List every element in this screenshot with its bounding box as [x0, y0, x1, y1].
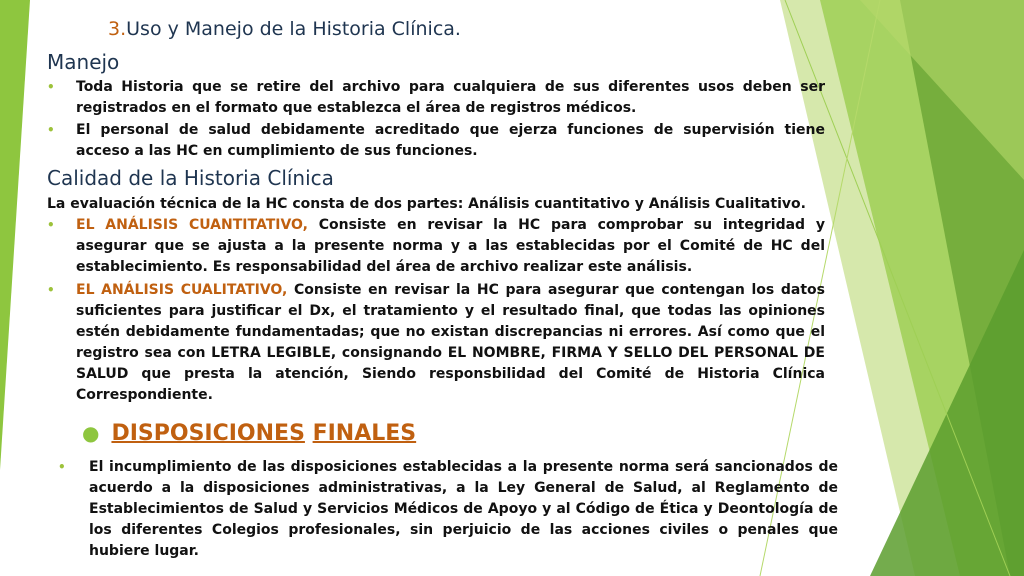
disposiciones-word-1: DISPOSICIONES	[111, 421, 305, 446]
manejo-bullet-1: • Toda Historia que se retire del archivo para cualquiera de sus diferentes usos deben ser registrados en el formato que establezca el área de registros médicos.	[76, 77, 825, 119]
bullet-label: EL ANÁLISIS CUALITATIVO,	[76, 282, 288, 298]
heading-calidad: Calidad de la Historia Clínica	[47, 166, 334, 190]
calidad-intro: La evaluación técnica de la HC consta de dos partes: Análisis cuantitativo y Análisis Cualitativo.	[47, 196, 806, 212]
calidad-bullet-cualitativo	[76, 280, 825, 406]
disposiciones-bullet: • El incumplimiento de las disposiciones establecidas a la presente norma será sancionados de acuerdo a la disposiciones administrativas, a la Ley General de Salud, al Reglamento de Establecimientos de Salud y Servicios Médicos de Apoyo y al Código de Ética y Deontología de los diferentes Colegios profesionales, sin perjuicio de las acciones civiles o penales que hubiere lugar.	[89, 457, 838, 562]
manejo-bullet-2: • El personal de salud debidamente acreditado que ejerza funciones de supervisión tiene acceso a las HC en cumplimiento de sus funciones.	[76, 120, 825, 162]
bullet-text: Consiste en revisar la HC para asegurar que contengan los datos suficientes para justificar el Dx, el tratamiento y el resultado final, que todas las opiniones estén debidamente fundamentadas; que no existan discrepancias ni errores. Así como que el registro sea con LETRA LEGIBLE, consignando EL NOMBRE, FIRMA Y SELLO DEL PERSONAL DE SALUD que presta la atención, Siendo responsbilidad del Comité de Historia Clínica Correspondiente.	[76, 282, 825, 403]
disposiciones-heading	[82, 421, 416, 446]
bullet-label: EL ANÁLISIS CUANTITATIVO,	[76, 217, 308, 233]
disposiciones-word-2: FINALES	[312, 421, 417, 446]
title-text: Uso y Manejo de la Historia Clínica.	[126, 18, 461, 40]
slide-title	[108, 18, 461, 40]
green-bullet-icon: ●	[82, 421, 100, 445]
heading-manejo: Manejo	[47, 50, 120, 74]
calidad-bullet-cuantitativo	[76, 215, 825, 278]
title-number: 3.	[108, 18, 127, 40]
bullet-text: Consiste en revisar la HC para comprobar su integridad y asegurar que se ajusta a la presente norma y a las establecidas por el Comité de HC del establecimiento. Es responsabilidad del área de archivo realizar este análisis.	[76, 217, 825, 275]
